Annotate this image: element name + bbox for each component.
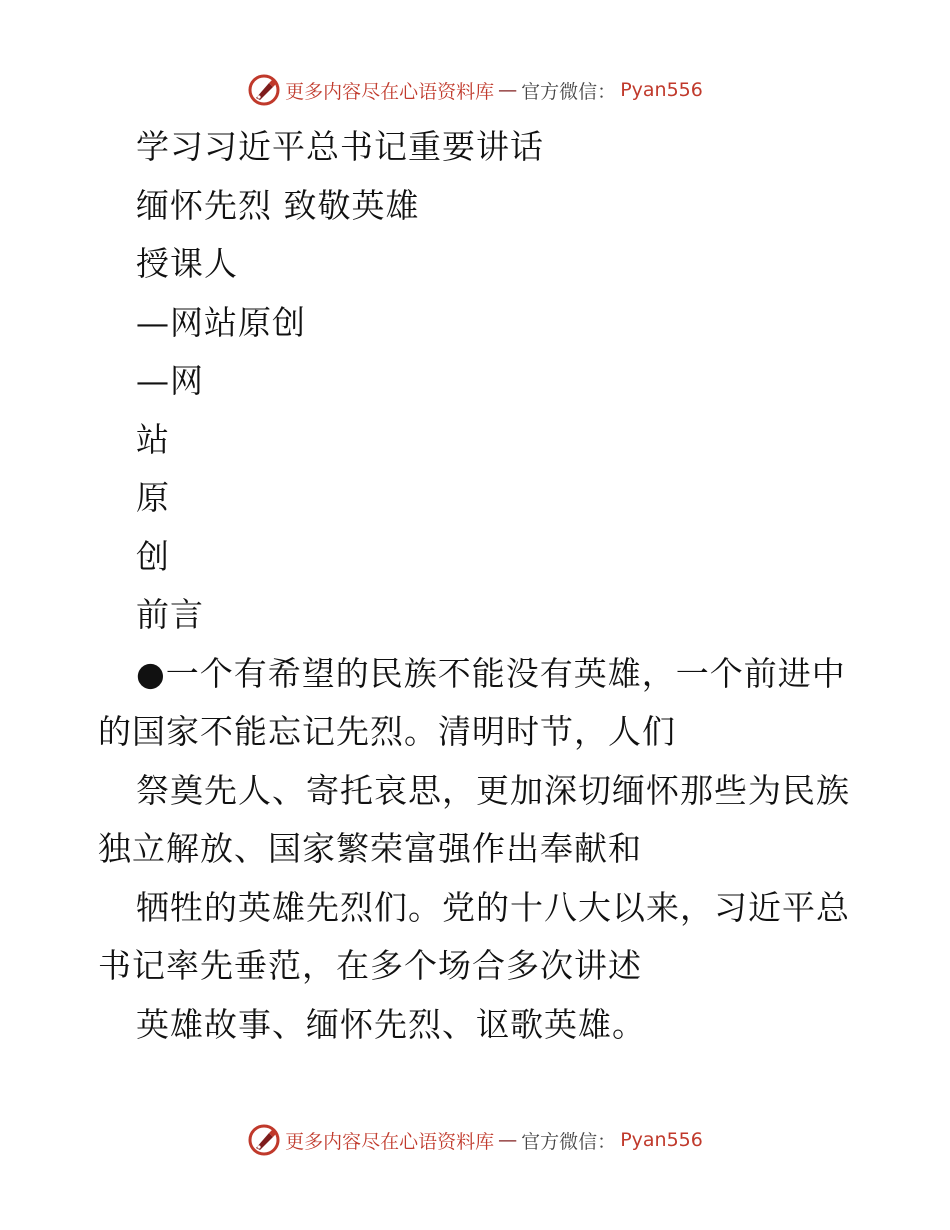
doc-line: 授课人 <box>136 244 238 283</box>
doc-line: 英雄故事、缅怀先烈、讴歌英雄。 <box>136 1004 646 1044</box>
banner-brand-text: 更多内容尽在心语资料库 <box>285 80 495 103</box>
doc-line: 独立解放、国家繁荣富强作出奉献和 <box>98 829 642 868</box>
banner-separator: — <box>498 1129 518 1151</box>
doc-line: 的国家不能忘记先烈。清明时节，人们 <box>98 712 676 751</box>
doc-line: 祭奠先人、寄托哀思，更加深切缅怀那些为民族 <box>136 770 850 810</box>
pen-nib-logo-icon <box>247 73 281 107</box>
doc-line: 牺牲的英雄先烈们。党的十八大以来，习近平总 <box>136 887 850 927</box>
banner-wechat-label: 官方微信： <box>521 1130 617 1153</box>
doc-line: ●一个有希望的民族不能没有英雄，一个前进中 <box>136 653 846 693</box>
pen-nib-logo-icon <box>247 1123 281 1157</box>
doc-line: 创 <box>136 536 170 576</box>
document-body <box>98 118 868 1054</box>
doc-line: 学习习近平总书记重要讲话 <box>136 127 544 166</box>
banner-wechat-id: Pyan556 <box>620 1129 703 1151</box>
doc-line: 前言 <box>136 595 204 634</box>
banner-wechat-label: 官方微信： <box>521 80 617 103</box>
doc-line: 书记率先垂范，在多个场合多次讲述 <box>98 946 642 985</box>
footer-banner-content <box>247 1123 703 1157</box>
banner-brand-text: 更多内容尽在心语资料库 <box>285 1130 495 1153</box>
doc-line: 原 <box>136 478 170 517</box>
doc-line: —网站原创 <box>136 302 306 342</box>
header-banner <box>0 70 950 110</box>
doc-line: 缅怀先烈 致敬英雄 <box>136 185 420 225</box>
doc-line: 站 <box>136 419 170 459</box>
banner-separator: — <box>498 79 518 101</box>
footer-banner <box>0 1120 950 1160</box>
doc-line: —网 <box>136 361 204 400</box>
header-banner-content <box>247 73 703 107</box>
banner-wechat-id: Pyan556 <box>620 79 703 101</box>
